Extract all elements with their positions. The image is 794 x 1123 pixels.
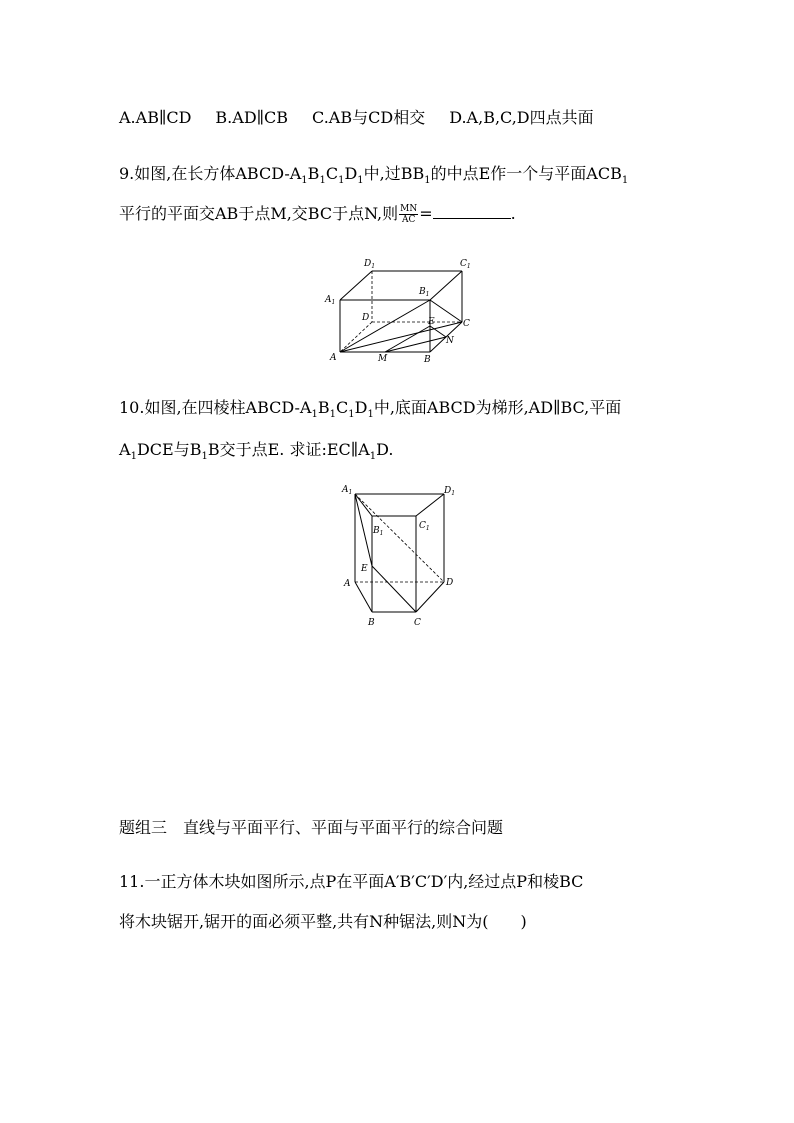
q11-line-2: 将木块锯开,锯开的面必须平整,共有N种锯法,则N为( ) <box>119 912 527 931</box>
edge-c1d1 <box>416 494 444 516</box>
label-a: A <box>344 579 351 589</box>
option-b: B.AD∥CB <box>215 108 289 127</box>
q9-text: C <box>325 164 339 183</box>
q10-text: 中,底面ABCD为梯形,AD∥BC,平面 <box>373 398 622 417</box>
label-e: E <box>428 317 435 327</box>
q10-text: C <box>336 398 349 417</box>
label-b1: $B_1$ <box>419 287 430 298</box>
label-c1: $C_1$ <box>460 259 471 270</box>
edge-ac <box>340 322 462 352</box>
subscript: 1 <box>621 175 629 187</box>
label-d: D <box>362 313 370 323</box>
figure-q10-prism <box>338 480 458 630</box>
option-c: C.AB与CD相交 <box>312 108 426 127</box>
q8-options <box>119 108 594 128</box>
label-b: B <box>368 618 375 628</box>
figure-q9-cuboid <box>318 252 478 367</box>
label-a1: $A_1$ <box>342 485 353 496</box>
option-d: D.A,B,C,D四点共面 <box>449 108 594 127</box>
label-a: A <box>330 353 337 363</box>
edge-ab <box>355 582 372 612</box>
label-d1: $D_1$ <box>364 259 376 270</box>
q9-text: 的中点E作一个与平面ACB <box>430 164 622 183</box>
q10-line-1 <box>119 398 621 425</box>
label-m: M <box>378 354 388 364</box>
label-c: C <box>463 319 470 329</box>
q9-text: 中,过BB <box>363 164 425 183</box>
subscript: 1 <box>338 175 345 187</box>
label-a1: $A_1$ <box>325 295 336 306</box>
q10-text: D <box>354 398 368 417</box>
label-d1: $D_1$ <box>444 486 456 497</box>
q10-line-2 <box>119 440 393 467</box>
hidden-edge-a1d <box>355 494 444 582</box>
fraction-mn-ac <box>399 204 418 225</box>
label-e: E <box>361 564 368 574</box>
edge-d1a1 <box>340 271 372 300</box>
q9-line-1 <box>119 164 628 191</box>
subscript: 1 <box>367 409 374 421</box>
answer-blank <box>433 204 511 219</box>
fraction-denominator: AC <box>402 215 416 225</box>
edge-b1c <box>430 300 462 322</box>
subscript: 1 <box>329 409 336 421</box>
q10-text: D. <box>376 440 394 459</box>
q10-text: A <box>119 440 131 459</box>
q10-text: B <box>317 398 330 417</box>
q9-text: B <box>307 164 320 183</box>
subscript: 1 <box>130 451 137 463</box>
edge-cd <box>416 582 444 612</box>
q9-text: D <box>344 164 358 183</box>
subscript: 1 <box>424 175 431 187</box>
q11-line-1: 11.一正方体木块如图所示,点P在平面A′B′C′D′内,经过点P和棱BC <box>119 872 584 891</box>
section-heading-group-3: 题组三 直线与平面平行、平面与平面平行的综合问题 <box>119 818 504 837</box>
q9-line-2 <box>119 204 516 225</box>
subscript: 1 <box>369 451 377 463</box>
hidden-edge-da <box>340 322 372 352</box>
q9-text: 平行的平面交AB于点M,交BC于点N,则 <box>119 204 399 223</box>
q10-text: 10.如图,在四棱柱ABCD-A <box>119 398 312 417</box>
label-c1: $C_1$ <box>419 521 430 532</box>
edge-mn <box>385 337 446 352</box>
label-b1: $B_1$ <box>373 526 384 537</box>
label-b: B <box>424 355 431 365</box>
edge-b1c1 <box>430 271 462 300</box>
label-c: C <box>414 618 421 628</box>
subscript: 1 <box>201 451 208 463</box>
label-n: N <box>446 336 454 346</box>
period: . <box>510 204 516 223</box>
fraction-numerator: MN <box>400 204 418 214</box>
q9-text: 9.如图,在长方体ABCD-A <box>119 164 302 183</box>
edge-ec <box>372 566 416 612</box>
subscript: 1 <box>311 409 318 421</box>
option-a: A.AB∥CD <box>119 108 192 127</box>
q10-text: DCE与B <box>136 440 202 459</box>
subscript: 1 <box>357 175 364 187</box>
subscript: 1 <box>319 175 326 187</box>
label-d: D <box>446 578 454 588</box>
q10-text: B交于点E. 求证:EC∥A <box>207 440 370 459</box>
subscript: 1 <box>348 409 355 421</box>
equals-sign: = <box>419 204 433 223</box>
subscript: 1 <box>301 175 308 187</box>
